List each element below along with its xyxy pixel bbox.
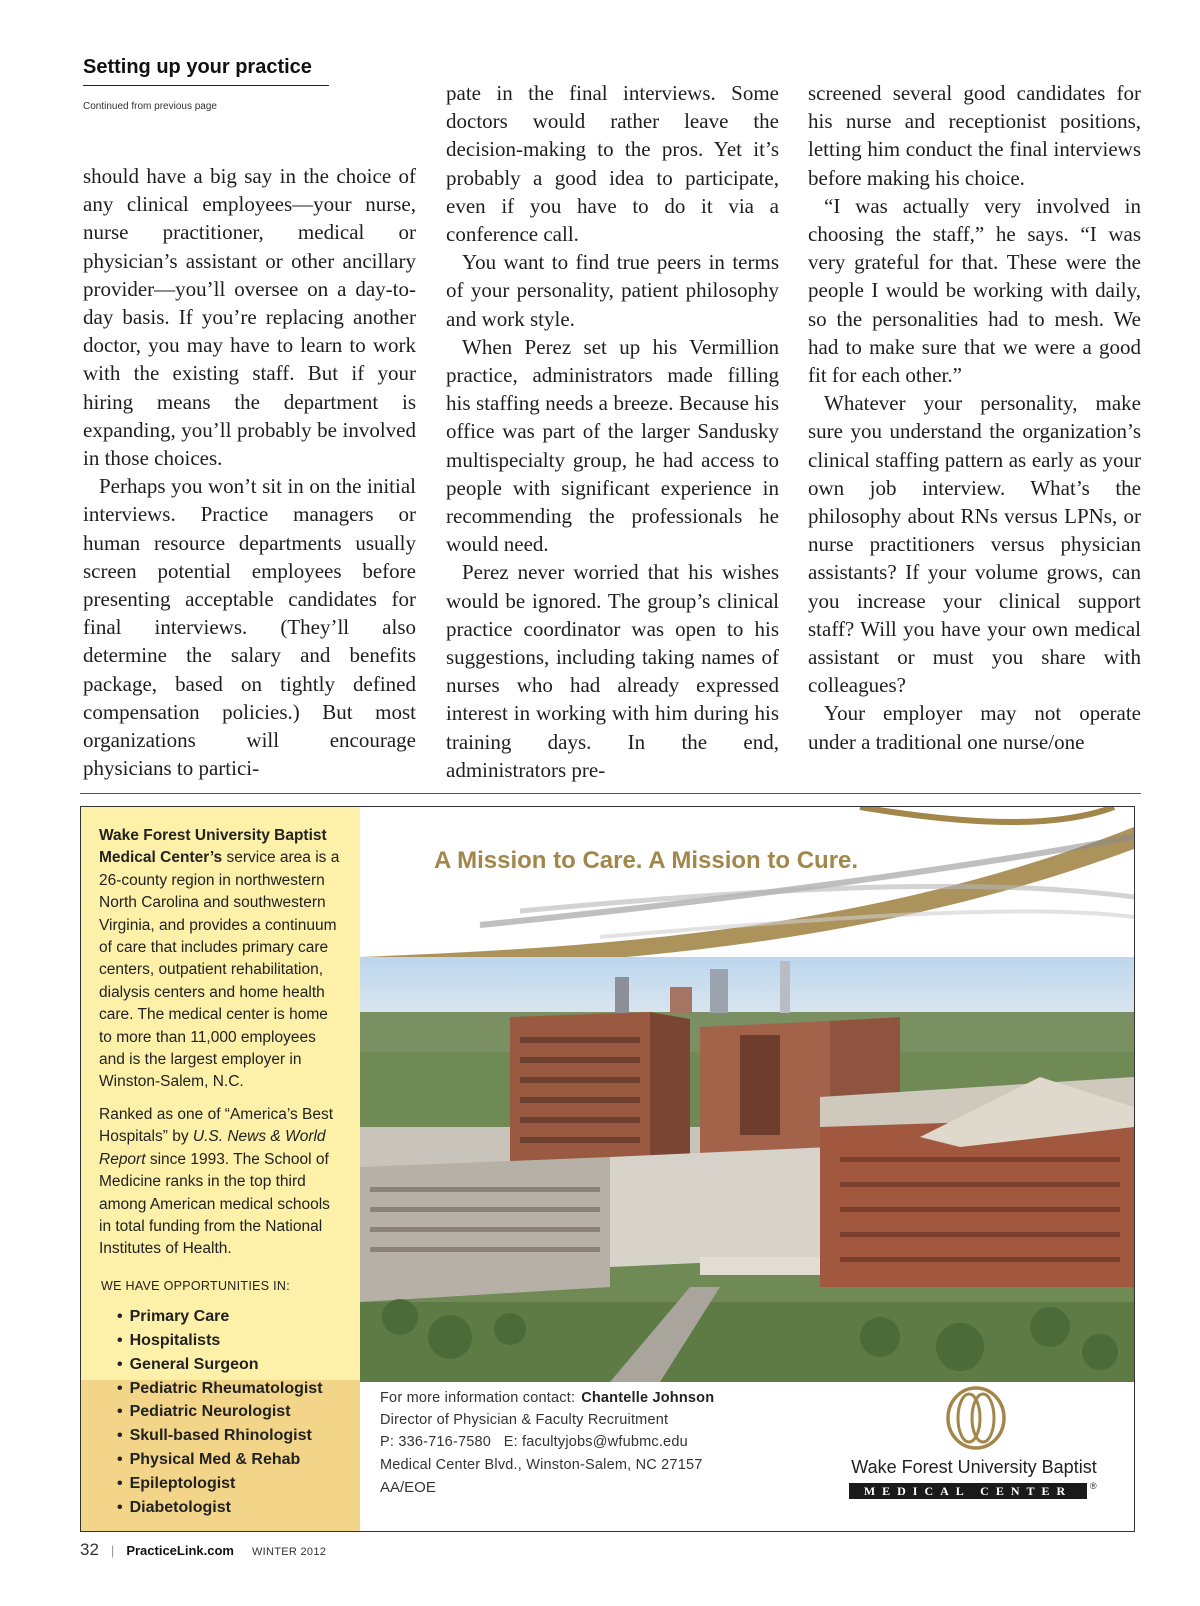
opportunities-heading: WE HAVE OPPORTUNITIES IN: [101,1278,291,1293]
ad-intro-bold: Wake Forest University Baptist Medical Center’s [99,827,327,867]
article-column-1 [83,162,416,782]
swoosh-graphic [360,807,1134,967]
opportunity-item: • Pediatric Neurologist [119,1400,344,1424]
ad-ranked-pre: Ranked as one of “America’s Best Hospitals” by [99,1105,334,1146]
registered-mark: ® [1090,1481,1097,1491]
continued-note: Continued from previous page [83,101,217,112]
logo-rings-icon [944,1385,1008,1451]
ad-tagline: A Mission to Care. A Mission to Cure. [434,847,859,874]
opportunity-item: • Pediatric Rheumatologist [119,1377,344,1401]
contact-label: For more information contact: [380,1390,576,1406]
contact-line [380,1387,714,1409]
footer-separator: | [110,1543,115,1558]
opportunity-item: • Diabetologist [119,1496,344,1520]
article-paragraph: Whatever your personality, make sure you understand the organization’s clinical staffing pattern as early as your own job interview. What’s the philosophy about RNs versus LPNs, or nurse practitioners versus physician assistants? If your volume grows, can you increase your clinical support staff? Will you have your own medical assistant or must you share with colleagues? [808,391,1141,698]
logo-name: Wake Forest University Baptist [851,1457,1097,1477]
contact-address: Medical Center Blvd., Winston-Salem, NC 27157 [380,1456,703,1473]
article-paragraph: screened several good candidates for his nurse and receptionist positions, letting him conduct the final interviews before making his choice. [808,81,1141,190]
page-number: 32 [80,1540,99,1559]
issue-label: WINTER 2012 [251,1546,327,1558]
advertisement [80,806,1135,1532]
contact-info [380,1387,714,1476]
medical-center-aerial-photo [360,957,1134,1382]
opportunity-item: • Epileptologist [119,1472,344,1496]
opportunity-item: • Skull-based Rhinologist [119,1424,344,1448]
article-paragraph: You want to find true peers in terms of your personality, patient philosophy and work style. [446,250,779,331]
wake-forest-logo [844,1385,1104,1505]
article-paragraph: Perez never worried that his wishes would be ignored. The group’s clinical practice coordinator was open to his suggestions, including taking names of nurses who had already expressed interest in working with him during his training days. In the end, administrators pre- [446,560,779,782]
ad-visual-panel [360,807,1134,1531]
article-paragraph: When Perez set up his Vermillion practice, administrators made filling his staffing needs a breeze. Because his office was part of the larger Sandusky multispecialty group, he had access to people with significant experience in recommending the professionals he would need. [446,334,779,557]
article-paragraph: pate in the final interviews. Some doctors would rather leave the decision-making to the pros. Yet it’s probably a good idea to participate, even if you have to do it via a conference call. [446,81,779,247]
contact-name: Chantelle Johnson [581,1390,715,1406]
ad-ranked-post: since 1993. The School of Medicine ranks in the top third among American medical schools in total funding from the National Institutes of Health. [99,1150,330,1258]
section-title: Setting up your practice [83,56,329,86]
opportunity-item: • Hospitalists [119,1329,344,1353]
article-column-2 [446,79,779,784]
opportunity-item: • General Surgeon [119,1353,344,1377]
contact-phone-email: P: 336-716-7580 E: facultyjobs@wfubmc.edu [380,1434,688,1451]
logo-subtitle: MEDICAL CENTER [849,1483,1087,1499]
divider [80,793,1141,794]
ad-intro-rest: service area is a 26-county region in northwestern North Carolina and southwestern Virginia, and provides a continuum of care that includes primary care centers, outpatient rehabilitation, dialysis centers and home health care. The medical center is home to more than 11,000 employees and is the largest employer in Winston-Salem, N.C. [99,849,340,1091]
opportunity-item: • Primary Care [119,1305,344,1329]
ad-intro [99,825,344,1094]
opportunity-item: • Physical Med & Rehab [119,1448,344,1472]
site-name: PracticeLink.com [126,1543,234,1558]
article-paragraph: “I was actually very involved in choosing the staff,” he says. “I was very grateful for that. These were the people I would be working with daily, so the personalities had to mesh. We had to make sure that we were a good fit for each other.” [808,193,1141,388]
contact-title: Director of Physician & Faculty Recruitment [380,1412,669,1429]
ad-ranked [99,1104,344,1261]
article-paragraph: should have a big say in the choice of any clinical employees—your nurse, nurse practitioner, medical or physician’s assistant or other ancillary provider—you’ll oversee on a day-to-day basis. If you’re replacing another doctor, you may have to learn to work with the existing staff. But if your hiring means the department is expanding, you’ll probably be involved in those choices. [83,164,416,471]
article-column-3 [808,79,1141,756]
article-paragraph: Perhaps you won’t sit in on the initial interviews. Practice managers or human resource departments usually screen potential employees before presenting acceptable candidates for final interviews. (They’ll also determine the salary and benefits package, based on tightly defined compensation policies.) But most organizations will encourage physicians to partici- [83,474,416,781]
eoe-note: AA/EOE [380,1479,436,1496]
ad-info-text [99,825,344,1519]
ad-ranked-publication: U.S. News & World Report [99,1128,326,1168]
article-paragraph: Your employer may not operate under a traditional one nurse/one [808,701,1141,754]
opportunities-list [99,1305,344,1519]
page-footer [80,1540,326,1560]
